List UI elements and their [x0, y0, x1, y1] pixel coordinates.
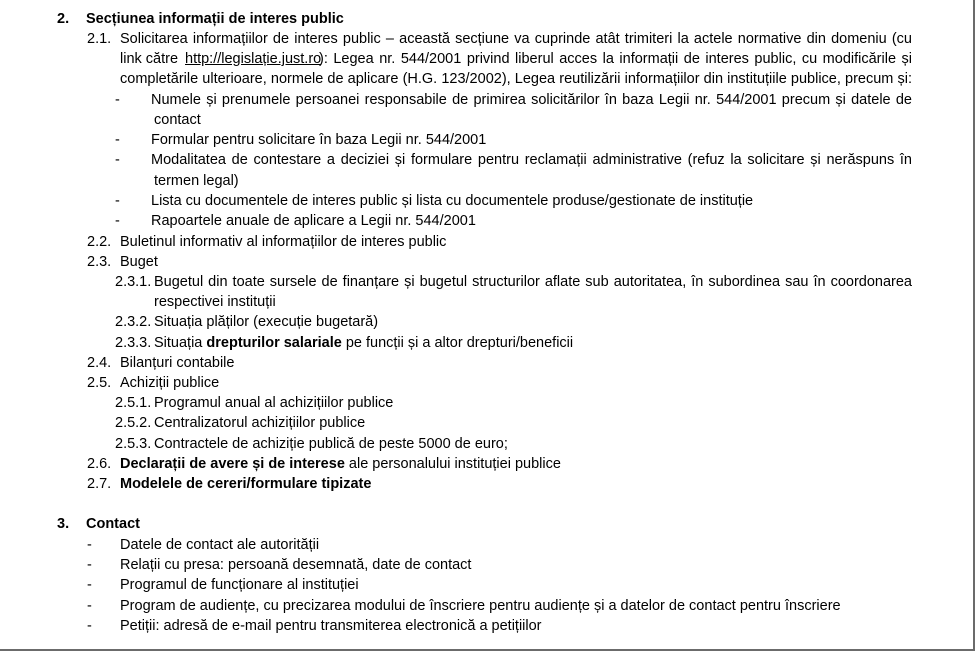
bullet-dash: -: [115, 213, 120, 229]
item-2-5-3-number: 2.5.3.: [115, 436, 152, 452]
item-2-1-line-3: completările ulterioare, normele de aplicare (H.G. 123/2002), Legea reutilizării informațiilor din instituțiile publice, precum și:: [120, 71, 912, 87]
item-2-7-number: 2.7.: [87, 476, 112, 492]
bullet-rapoarte: Rapoartele anuale de aplicare a Legii nr. 544/2001: [151, 213, 476, 229]
item-2-4-number: 2.4.: [87, 355, 112, 371]
bullet-dash: -: [115, 152, 120, 168]
item-2-7-text: Modelele de cereri/formulare tipizate: [120, 476, 372, 492]
item-2-1-number: 2.1.: [87, 31, 112, 47]
bullet-dash: -: [115, 193, 120, 209]
item-2-3-2-number: 2.3.2.: [115, 314, 152, 330]
section-3-number: 3.: [57, 516, 70, 532]
bullet-contestare-line-2: termen legal): [154, 173, 239, 189]
item-2-3-text: Buget: [120, 254, 158, 270]
item-2-3-1-line-1: Bugetul din toate sursele de finanțare și bugetul structurilor aflate sub autoritatea, în subordinea sau în coordonarea: [154, 274, 912, 290]
item-2-6-number: 2.6.: [87, 456, 112, 472]
bullet-dash: -: [115, 132, 120, 148]
bullet-responsabil-line-2: contact: [154, 112, 201, 128]
section-2-title: Secțiunea informații de interes public: [86, 11, 344, 27]
item-2-5-1-number: 2.5.1.: [115, 395, 152, 411]
item-2-5-2-text: Centralizatorul achizițiilor publice: [154, 415, 366, 431]
contact-dash: -: [87, 598, 92, 614]
contact-item: Programul de funcționare al instituției: [120, 577, 359, 593]
item-2-3-1-number: 2.3.1.: [115, 274, 152, 290]
bullet-responsabil-line-1: Numele și prenumele persoanei responsabile de primirea solicitărilor în baza Legii nr. 544/2001 precum și datele de: [151, 92, 912, 108]
item-2-3-number: 2.3.: [87, 254, 112, 270]
item-2-1-line-2a: link către: [120, 51, 179, 67]
item-2-3-2-text: Situația plăților (execuție bugetară): [154, 314, 379, 330]
item-2-4-text: Bilanțuri contabile: [120, 355, 235, 371]
bullet-formular: Formular pentru solicitare în baza Legii nr. 544/2001: [151, 132, 487, 148]
contact-dash: -: [87, 577, 92, 593]
contact-item: Datele de contact ale autorității: [120, 537, 320, 553]
contact-item: Petiții: adresă de e-mail pentru transmiterea electronică a petițiilor: [120, 618, 542, 634]
item-2-3-3-text: Situația drepturilor salariale pe funcții și a altor drepturi/beneficii: [154, 335, 574, 351]
contact-item: Relații cu presa: persoană desemnată, date de contact: [120, 557, 472, 573]
section-3-title: Contact: [86, 516, 140, 532]
item-2-1-line-1: Solicitarea informațiilor de interes public – această secțiune va cuprinde atât trimiteri la actele normative din domeniu (cu: [120, 31, 912, 47]
contact-dash: -: [87, 557, 92, 573]
item-2-5-2-number: 2.5.2.: [115, 415, 152, 431]
bullet-lista-documente: Lista cu documentele de interes public și lista cu documentele produse/gestionate de instituție: [151, 193, 754, 209]
section-2-number: 2.: [57, 11, 70, 27]
contact-item: Program de audiențe, cu precizarea modului de înscriere pentru audiențe și a datelor de contact pentru înscriere: [120, 598, 841, 614]
bullet-dash: -: [115, 92, 120, 108]
legislatie-link[interactable]: http://legislație.just.ro: [185, 51, 322, 67]
item-2-2-text: Buletinul informativ al informațiilor de interes public: [120, 234, 447, 250]
item-2-2-number: 2.2.: [87, 234, 112, 250]
contact-dash: -: [87, 537, 92, 553]
item-2-5-3-text: Contractele de achiziție publică de peste 5000 de euro;: [154, 436, 508, 452]
item-2-3-3-number: 2.3.3.: [115, 335, 152, 351]
item-2-5-1-text: Programul anual al achizițiilor publice: [154, 395, 394, 411]
item-2-3-1-line-2: respectivei instituții: [154, 294, 276, 310]
item-2-5-text: Achiziții publice: [120, 375, 220, 391]
item-2-1-line-2b: ): Legea nr. 544/2001 privind liberul acces la informații de interes public, cu modificările și: [319, 51, 912, 67]
contact-dash: -: [87, 618, 92, 634]
item-2-5-number: 2.5.: [87, 375, 112, 391]
item-2-6-text: Declarații de avere și de interese ale personalului instituției publice: [120, 456, 561, 472]
bullet-contestare-line-1: Modalitatea de contestare a deciziei și formulare pentru reclamații administrative (refuz la solicitare și nerăspuns în: [151, 152, 912, 168]
